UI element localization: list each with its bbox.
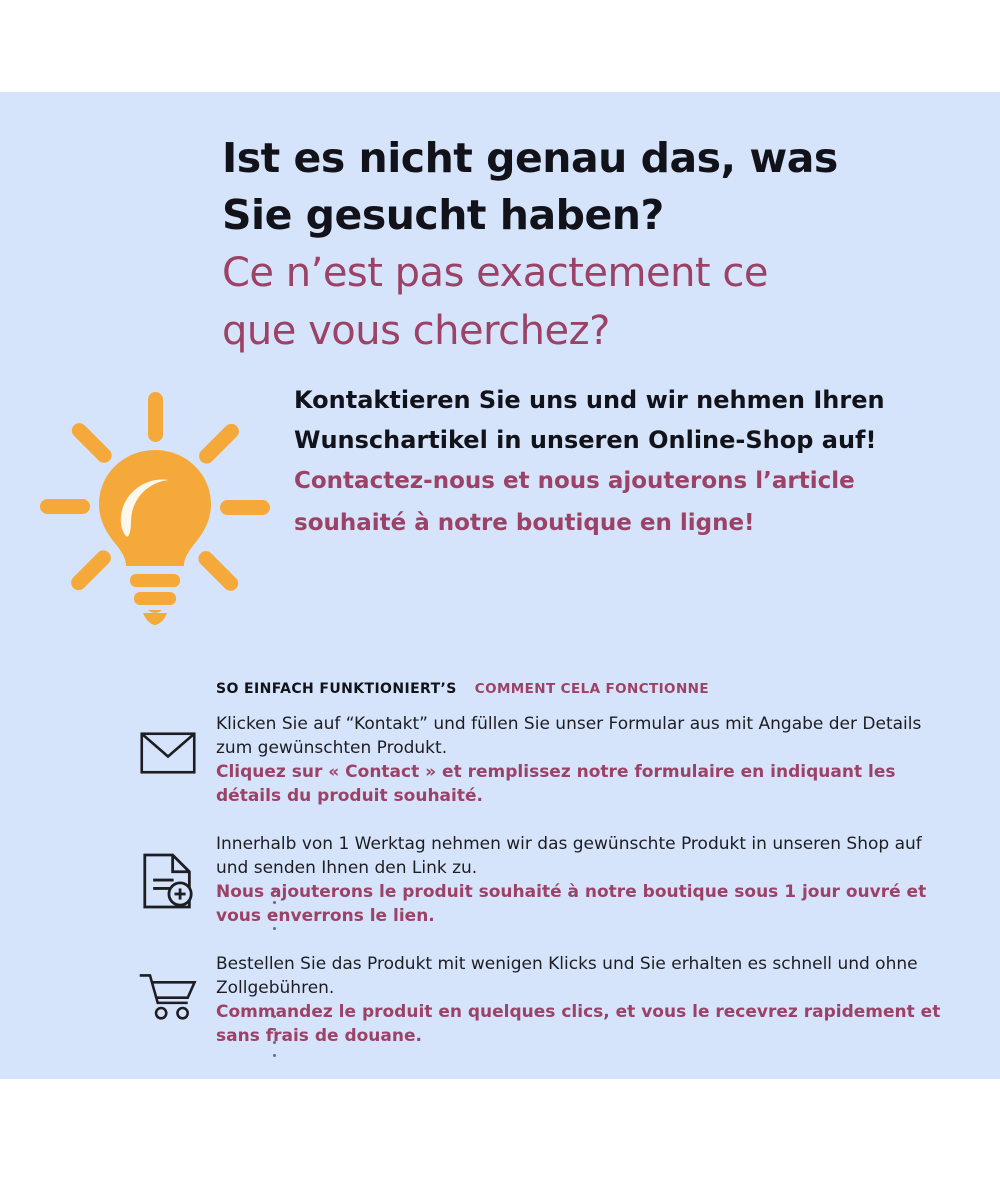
howto-heading-french: COMMENT CELA FONCTIONNE [474,681,709,697]
headline-french-line2: que vous cherchez? [222,308,610,354]
step-text [216,710,950,808]
step-german: Klicken Sie auf “Kontakt” und füllen Sie unser Formular aus mit Angabe der Details zum gewünschten Produkt. [216,714,922,758]
step-french: Commandez le produit en quelques clics, et vous le recevrez rapidement et sans frais de douane. [216,1002,941,1046]
lead-block [294,380,894,544]
headline-block [222,130,942,360]
steps-list [120,710,950,1070]
lead-french: Contactez-nous et nous ajouterons l’article souhaité à notre boutique en ligne! [294,468,855,536]
headline-german-line1: Ist es nicht genau das, was [222,134,838,182]
envelope-icon [120,710,216,774]
list-item [120,710,950,830]
step-text [216,950,950,1048]
step-text [216,830,950,928]
howto-heading [216,681,709,697]
step-french: Nous ajouterons le produit souhaité à notre boutique sous 1 jour ouvré et vous enverrons le lien. [216,882,927,926]
lightbulb-icon [30,382,280,632]
document-add-icon [120,830,216,910]
lead-german: Kontaktieren Sie uns und wir nehmen Ihren Wunschartikel in unseren Online-Shop auf! [294,386,885,454]
headline-french-line1: Ce n’est pas exactement ce [222,250,768,296]
list-item [120,830,950,950]
step-french: Cliquez sur « Contact » et remplissez notre formulaire en indiquant les détails du produit souhaité. [216,762,896,806]
list-item [120,950,950,1070]
step-german: Innerhalb von 1 Werktag nehmen wir das gewünschte Produkt in unseren Shop auf und senden Ihnen den Link zu. [216,834,922,878]
headline-german-line2: Sie gesucht haben? [222,191,664,239]
promo-banner [0,92,1000,1079]
howto-heading-german: SO EINFACH FUNKTIONIERT’S [216,681,457,697]
shopping-cart-icon [120,950,216,1020]
step-german: Bestellen Sie das Produkt mit wenigen Klicks und Sie erhalten es schnell und ohne Zollgebühren. [216,954,918,998]
